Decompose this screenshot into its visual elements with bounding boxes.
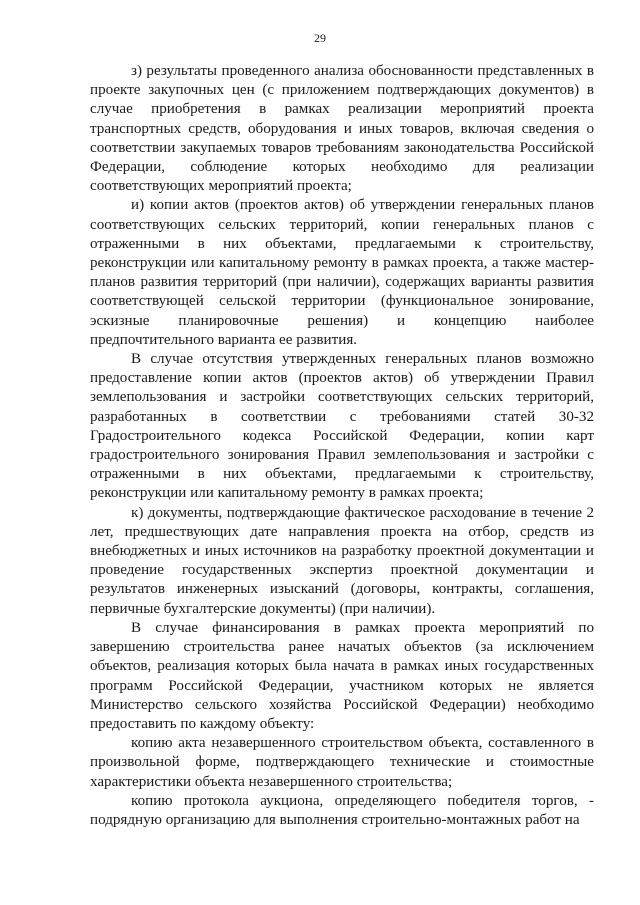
page-number: 29: [314, 31, 326, 45]
paragraph-absence-of-general-plans: В случае отсутствия утвержденных генеральных планов возможно предоставление копии актов (проектов актов) об утверждении Правил землепользования и застройки соответствующих сельских территорий, разработанных в соответствии с требованиями статей 30-32 Градостроительного кодекса Российской Федерации, копии карт градостроительного зонирования Правил землепользования и застройки с отраженными в них объектами, предлагаемыми к строительству, реконструкции или капитальному ремонту в рамках проекта;: [90, 351, 594, 502]
paragraph-i-general-plans: и) копии актов (проектов актов) об утверждении генеральных планов соответствующих сельских территорий, копии генеральных планов с отраженными в них объектами, предлагаемыми к строительству, реконструкции или капитальному ремонту в рамках проекта, а также мастер-планов развития территорий (при наличии), содержащих варианты развития соответствующей сельской территории (функциональное зонирование, эскизные планировочные решения) и концепцию наиболее предпочтительного варианта ее развития.: [90, 197, 594, 348]
document-body: [90, 62, 594, 830]
paragraph-k-expenditure-documents: к) документы, подтверждающие фактическое расходование в течение 2 лет, предшествующих дате направления проекта на отбор, средств из внебюджетных и иных источников на разработку проектной документации и проведение государственных экспертиз проектной документации и результатов инженерных изысканий (договоры, контракты, соглашения, первичные бухгалтерские документы) (при наличии).: [90, 504, 594, 617]
paragraph-unfinished-object-act: копию акта незавершенного строительством объекта, составленного в произвольной форме, подтверждающего технические и стоимостные характеристики объекта незавершенного строительства;: [90, 735, 594, 790]
paragraph-unfinished-construction-financing: В случае финансирования в рамках проекта мероприятий по завершению строительства ранее начатых объектов (за исключением объектов, реализация которых была начата в рамках иных государственных программ Российской Федерации, участником которых не является Министерство сельского хозяйства Российской Федерации) необходимо предоставить по каждому объекту:: [90, 619, 594, 732]
paragraph-z-price-analysis: з) результаты проведенного анализа обоснованности представленных в проекте закупочных цен (с приложением подтверждающих документов) в случае приобретения в рамках реализации мероприятий проекта транспортных средств, оборудования и иных товаров, включая сведения о соответствии закупаемых товаров требованиям законодательства Российской Федерации, соблюдение которых необходимо для реализации соответствующих мероприятий проекта;: [90, 63, 594, 195]
paragraph-auction-protocol: копию протокола аукциона, определяющего победителя торгов, - подрядную организацию для выполнения строительно-монтажных работ на: [90, 792, 594, 828]
